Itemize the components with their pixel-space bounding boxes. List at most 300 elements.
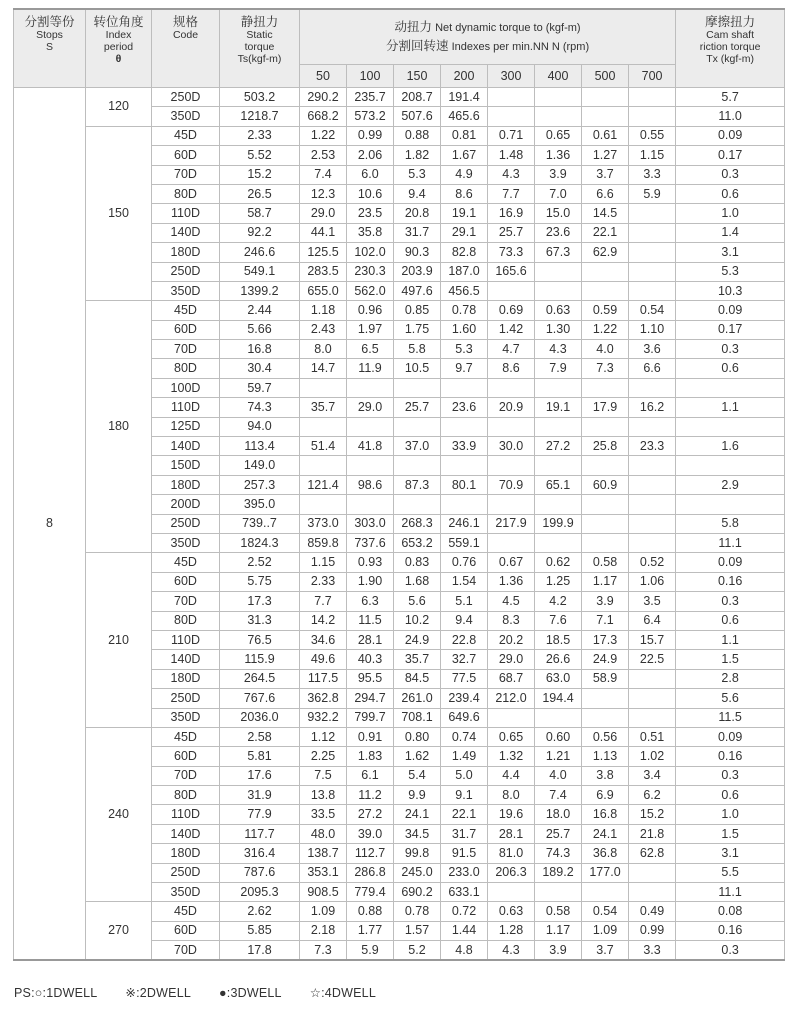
static-torque-cell: 2.33 xyxy=(220,126,300,145)
dynamic-torque-cell: 6.6 xyxy=(582,184,629,203)
dynamic-torque-cell: 27.2 xyxy=(347,805,394,824)
dynamic-torque-cell: 6.6 xyxy=(629,359,676,378)
dynamic-torque-cell: 230.3 xyxy=(347,262,394,281)
dynamic-torque-cell: 3.9 xyxy=(535,941,582,961)
dynamic-torque-cell: 9.7 xyxy=(441,359,488,378)
dynamic-torque-cell xyxy=(347,456,394,475)
dynamic-torque-cell: 690.2 xyxy=(394,883,441,902)
dynamic-torque-cell: 4.0 xyxy=(535,766,582,785)
torque-spec-sheet xyxy=(13,8,784,961)
table-row xyxy=(14,553,785,572)
dynamic-torque-cell: 1.25 xyxy=(535,572,582,591)
dynamic-torque-cell: 11.2 xyxy=(347,786,394,805)
friction-torque-cell: 1.0 xyxy=(676,204,785,223)
table-row xyxy=(14,902,785,921)
dynamic-torque-cell: 0.52 xyxy=(629,553,676,572)
dynamic-torque-cell xyxy=(535,708,582,727)
static-torque-cell: 77.9 xyxy=(220,805,300,824)
table-row xyxy=(14,126,785,145)
dynamic-torque-cell xyxy=(347,495,394,514)
dynamic-torque-cell: 95.5 xyxy=(347,669,394,688)
dynamic-torque-cell xyxy=(300,378,347,397)
dynamic-torque-cell: 14.2 xyxy=(300,611,347,630)
dynamic-torque-cell: 1.13 xyxy=(582,747,629,766)
dynamic-torque-cell: 0.59 xyxy=(582,301,629,320)
dynamic-torque-cell: 6.9 xyxy=(582,786,629,805)
dynamic-torque-cell: 1.15 xyxy=(300,553,347,572)
dynamic-torque-cell: 908.5 xyxy=(300,883,347,902)
code-cell: 70D xyxy=(152,766,220,785)
dynamic-torque-cell: 3.4 xyxy=(629,766,676,785)
index-angle-cell: 240 xyxy=(86,727,152,902)
dynamic-torque-cell: 16.2 xyxy=(629,398,676,417)
dynamic-torque-cell: 16.8 xyxy=(582,805,629,824)
friction-torque-cell: 0.3 xyxy=(676,592,785,611)
code-cell: 60D xyxy=(152,146,220,165)
dynamic-torque-cell: 35.7 xyxy=(300,398,347,417)
dwell-legend-item xyxy=(310,986,376,1000)
dynamic-torque-cell: 29.0 xyxy=(347,398,394,417)
dynamic-torque-cell xyxy=(535,107,582,126)
dynamic-torque-cell: 2.25 xyxy=(300,747,347,766)
dynamic-torque-cell: 58.9 xyxy=(582,669,629,688)
friction-torque-cell: 1.5 xyxy=(676,650,785,669)
code-cell: 140D xyxy=(152,437,220,456)
angle-header: 转位角度 Index period θ xyxy=(86,9,152,88)
dynamic-torque-cell: 8.0 xyxy=(300,340,347,359)
dynamic-torque-cell: 290.2 xyxy=(300,88,347,107)
dynamic-torque-cell: 1.15 xyxy=(629,146,676,165)
dynamic-torque-cell: 24.9 xyxy=(582,650,629,669)
dynamic-torque-cell xyxy=(441,417,488,436)
dynamic-torque-cell xyxy=(629,514,676,533)
static-torque-cell: 739..7 xyxy=(220,514,300,533)
static-torque-cell: 264.5 xyxy=(220,669,300,688)
static-torque-cell: 246.6 xyxy=(220,243,300,262)
code-cell: 110D xyxy=(152,204,220,223)
dynamic-torque-cell xyxy=(629,533,676,552)
dynamic-torque-cell xyxy=(582,378,629,397)
dynamic-torque-cell xyxy=(535,378,582,397)
dynamic-torque-cell: 138.7 xyxy=(300,844,347,863)
dynamic-torque-cell: 1.48 xyxy=(488,146,535,165)
dynamic-torque-cell: 10.2 xyxy=(394,611,441,630)
dynamic-torque-cell: 653.2 xyxy=(394,533,441,552)
dynamic-torque-cell: 14.7 xyxy=(300,359,347,378)
dynamic-torque-cell: 465.6 xyxy=(441,107,488,126)
code-cell: 200D xyxy=(152,495,220,514)
static-torque-cell: 2036.0 xyxy=(220,708,300,727)
code-cell: 180D xyxy=(152,243,220,262)
dynamic-torque-cell: 1.67 xyxy=(441,146,488,165)
dynamic-torque-cell xyxy=(582,533,629,552)
dynamic-torque-cell: 3.7 xyxy=(582,941,629,961)
friction-torque-cell: 0.09 xyxy=(676,126,785,145)
code-cell: 80D xyxy=(152,786,220,805)
code-cell: 250D xyxy=(152,262,220,281)
dynamic-torque-cell xyxy=(394,378,441,397)
rpm-header-cell: 200 xyxy=(441,65,488,88)
dynamic-torque-cell: 11.9 xyxy=(347,359,394,378)
friction-torque-cell: 0.17 xyxy=(676,146,785,165)
dynamic-torque-cell xyxy=(441,378,488,397)
dynamic-torque-cell: 22.8 xyxy=(441,630,488,649)
static-torque-cell: 17.6 xyxy=(220,766,300,785)
friction-torque-cell xyxy=(676,417,785,436)
dynamic-torque-cell: 33.5 xyxy=(300,805,347,824)
dynamic-torque-cell xyxy=(629,88,676,107)
static-torque-cell: 316.4 xyxy=(220,844,300,863)
dynamic-torque-cell: 3.9 xyxy=(535,165,582,184)
dynamic-torque-cell xyxy=(582,514,629,533)
dynamic-torque-cell: 9.9 xyxy=(394,786,441,805)
dynamic-torque-cell: 44.1 xyxy=(300,223,347,242)
dynamic-torque-cell: 0.58 xyxy=(535,902,582,921)
dynamic-torque-cell: 2.33 xyxy=(300,572,347,591)
rpm-header-cell: 700 xyxy=(629,65,676,88)
dynamic-torque-cell: 177.0 xyxy=(582,863,629,882)
dynamic-torque-cell xyxy=(488,883,535,902)
dynamic-torque-cell: 9.4 xyxy=(394,184,441,203)
friction-torque-cell: 11.1 xyxy=(676,533,785,552)
friction-torque-cell: 5.8 xyxy=(676,514,785,533)
static-torque-cell: 503.2 xyxy=(220,88,300,107)
dynamic-torque-cell: 24.1 xyxy=(394,805,441,824)
dynamic-torque-cell: 7.9 xyxy=(535,359,582,378)
index-angle-cell: 210 xyxy=(86,553,152,728)
dynamic-torque-cell: 30.0 xyxy=(488,437,535,456)
dwell-legend xyxy=(14,985,404,1000)
dynamic-torque-cell xyxy=(535,456,582,475)
dynamic-torque-cell: 286.8 xyxy=(347,863,394,882)
dynamic-torque-cell: 373.0 xyxy=(300,514,347,533)
dynamic-torque-cell: 22.5 xyxy=(629,650,676,669)
dynamic-torque-cell: 102.0 xyxy=(347,243,394,262)
dynamic-torque-cell: 23.6 xyxy=(535,223,582,242)
dynamic-torque-cell xyxy=(629,378,676,397)
static-torque-cell: 767.6 xyxy=(220,689,300,708)
dynamic-torque-cell: 63.0 xyxy=(535,669,582,688)
dynamic-torque-cell: 4.3 xyxy=(488,165,535,184)
dynamic-torque-cell: 362.8 xyxy=(300,689,347,708)
static-torque-cell: 149.0 xyxy=(220,456,300,475)
dynamic-torque-cell: 0.60 xyxy=(535,727,582,746)
dynamic-torque-cell: 9.4 xyxy=(441,611,488,630)
static-torque-cell: 17.3 xyxy=(220,592,300,611)
friction-torque-cell: 11.0 xyxy=(676,107,785,126)
dynamic-torque-cell: 6.4 xyxy=(629,611,676,630)
code-cell: 70D xyxy=(152,340,220,359)
dynamic-torque-cell: 62.8 xyxy=(629,844,676,863)
rpm-header-cell: 150 xyxy=(394,65,441,88)
dynamic-torque-cell: 1.22 xyxy=(300,126,347,145)
dynamic-torque-cell xyxy=(300,456,347,475)
dynamic-torque-cell: 268.3 xyxy=(394,514,441,533)
dynamic-torque-cell xyxy=(394,417,441,436)
dynamic-torque-cell: 15.0 xyxy=(535,204,582,223)
dynamic-torque-cell: 20.2 xyxy=(488,630,535,649)
static-torque-cell: 787.6 xyxy=(220,863,300,882)
friction-torque-cell: 0.6 xyxy=(676,184,785,203)
code-cell: 350D xyxy=(152,281,220,300)
dynamic-torque-cell: 15.2 xyxy=(629,805,676,824)
dynamic-torque-cell: 235.7 xyxy=(347,88,394,107)
dynamic-torque-cell: 1.83 xyxy=(347,747,394,766)
dynamic-torque-cell: 23.3 xyxy=(629,437,676,456)
dynamic-torque-cell: 5.2 xyxy=(394,941,441,961)
dynamic-torque-cell: 779.4 xyxy=(347,883,394,902)
dynamic-torque-cell xyxy=(629,107,676,126)
dynamic-torque-cell: 199.9 xyxy=(535,514,582,533)
torque-table-body xyxy=(14,88,785,961)
static-torque-cell: 113.4 xyxy=(220,437,300,456)
dwell-symbol-icon: ○ xyxy=(34,986,43,1000)
dynamic-torque-cell: 90.3 xyxy=(394,243,441,262)
dynamic-torque-cell: 36.8 xyxy=(582,844,629,863)
friction-torque-cell: 1.6 xyxy=(676,437,785,456)
dwell-symbol-icon: ☆ xyxy=(309,986,322,1000)
code-cell: 180D xyxy=(152,669,220,688)
dynamic-torque-cell: 28.1 xyxy=(347,630,394,649)
dynamic-torque-cell xyxy=(629,281,676,300)
dynamic-torque-cell: 14.5 xyxy=(582,204,629,223)
dynamic-torque-cell xyxy=(347,417,394,436)
static-torque-cell: 58.7 xyxy=(220,204,300,223)
dynamic-torque-cell: 5.6 xyxy=(394,592,441,611)
dynamic-torque-cell: 6.1 xyxy=(347,766,394,785)
static-torque-cell: 1399.2 xyxy=(220,281,300,300)
dynamic-torque-cell xyxy=(582,495,629,514)
friction-torque-cell: 0.3 xyxy=(676,340,785,359)
index-angle-cell: 120 xyxy=(86,88,152,127)
dynamic-torque-cell xyxy=(488,107,535,126)
dynamic-torque-cell: 5.0 xyxy=(441,766,488,785)
dynamic-torque-cell: 245.0 xyxy=(394,863,441,882)
dynamic-torque-cell: 0.63 xyxy=(535,301,582,320)
dynamic-torque-cell: 1.21 xyxy=(535,747,582,766)
dynamic-torque-cell xyxy=(629,708,676,727)
dynamic-torque-cell: 239.4 xyxy=(441,689,488,708)
dynamic-torque-cell: 799.7 xyxy=(347,708,394,727)
dynamic-torque-cell xyxy=(629,243,676,262)
dynamic-torque-cell: 5.9 xyxy=(629,184,676,203)
dynamic-torque-cell: 35.7 xyxy=(394,650,441,669)
dynamic-torque-cell: 165.6 xyxy=(488,262,535,281)
code-cell: 350D xyxy=(152,883,220,902)
dynamic-torque-cell: 7.3 xyxy=(582,359,629,378)
dynamic-torque-cell xyxy=(629,456,676,475)
friction-torque-cell: 2.8 xyxy=(676,669,785,688)
dynamic-torque-cell: 0.99 xyxy=(347,126,394,145)
dynamic-torque-cell xyxy=(535,281,582,300)
dynamic-torque-header: 动扭力 Net dynamic torque to (kgf-m) 分割回转速 Indexes per min.NN N (rpm) xyxy=(300,9,676,65)
dynamic-torque-cell: 1.75 xyxy=(394,320,441,339)
dynamic-torque-cell: 0.51 xyxy=(629,727,676,746)
static-torque-cell: 2.52 xyxy=(220,553,300,572)
dynamic-torque-cell: 0.99 xyxy=(629,921,676,940)
dynamic-torque-cell: 633.1 xyxy=(441,883,488,902)
dynamic-torque-cell: 39.0 xyxy=(347,824,394,843)
code-cell: 350D xyxy=(152,708,220,727)
dynamic-torque-cell: 1.36 xyxy=(535,146,582,165)
code-cell: 110D xyxy=(152,630,220,649)
rpm-header-cell: 400 xyxy=(535,65,582,88)
dynamic-torque-cell: 0.83 xyxy=(394,553,441,572)
dynamic-torque-cell: 8.6 xyxy=(441,184,488,203)
dynamic-torque-cell: 73.3 xyxy=(488,243,535,262)
dynamic-torque-cell: 0.80 xyxy=(394,727,441,746)
dynamic-torque-cell xyxy=(535,883,582,902)
dynamic-torque-cell xyxy=(488,378,535,397)
friction-torque-cell: 0.16 xyxy=(676,572,785,591)
dynamic-torque-cell: 40.3 xyxy=(347,650,394,669)
dynamic-torque-cell: 0.88 xyxy=(394,126,441,145)
dynamic-torque-cell: 2.43 xyxy=(300,320,347,339)
dynamic-torque-cell: 27.2 xyxy=(535,437,582,456)
ps-label: PS: xyxy=(14,986,35,1000)
static-torque-cell: 59.7 xyxy=(220,378,300,397)
dynamic-torque-cell: 7.4 xyxy=(300,165,347,184)
dynamic-torque-cell: 6.2 xyxy=(629,786,676,805)
dynamic-torque-cell: 65.1 xyxy=(535,475,582,494)
dynamic-torque-cell: 29.1 xyxy=(441,223,488,242)
dynamic-torque-cell xyxy=(582,456,629,475)
code-cell: 110D xyxy=(152,805,220,824)
dynamic-torque-cell xyxy=(488,708,535,727)
dynamic-torque-cell: 233.0 xyxy=(441,863,488,882)
friction-torque-cell: 0.3 xyxy=(676,941,785,961)
code-cell: 140D xyxy=(152,650,220,669)
dynamic-torque-cell: 3.5 xyxy=(629,592,676,611)
dynamic-torque-cell: 4.8 xyxy=(441,941,488,961)
dynamic-torque-cell: 0.61 xyxy=(582,126,629,145)
dynamic-torque-cell: 35.8 xyxy=(347,223,394,242)
dynamic-torque-cell xyxy=(629,223,676,242)
dynamic-torque-cell: 1.62 xyxy=(394,747,441,766)
dynamic-torque-cell xyxy=(300,495,347,514)
table-row xyxy=(14,88,785,107)
dynamic-torque-cell: 212.0 xyxy=(488,689,535,708)
dynamic-torque-cell: 62.9 xyxy=(582,243,629,262)
friction-torque-cell xyxy=(676,456,785,475)
dynamic-torque-cell: 0.69 xyxy=(488,301,535,320)
dynamic-torque-cell: 31.7 xyxy=(394,223,441,242)
friction-torque-cell: 0.09 xyxy=(676,727,785,746)
dynamic-torque-cell: 1.09 xyxy=(582,921,629,940)
dynamic-torque-cell: 19.6 xyxy=(488,805,535,824)
dynamic-torque-cell: 25.7 xyxy=(488,223,535,242)
dynamic-torque-cell: 1.57 xyxy=(394,921,441,940)
dynamic-torque-cell: 81.0 xyxy=(488,844,535,863)
dynamic-torque-cell: 1.77 xyxy=(347,921,394,940)
rpm-header-cell: 50 xyxy=(300,65,347,88)
dynamic-torque-cell: 6.5 xyxy=(347,340,394,359)
dynamic-torque-cell xyxy=(629,863,676,882)
static-torque-cell: 2.44 xyxy=(220,301,300,320)
dynamic-torque-cell: 191.4 xyxy=(441,88,488,107)
dynamic-torque-cell: 7.6 xyxy=(535,611,582,630)
dynamic-torque-cell: 26.6 xyxy=(535,650,582,669)
dynamic-torque-cell: 0.96 xyxy=(347,301,394,320)
static-torque-cell: 94.0 xyxy=(220,417,300,436)
code-cell: 250D xyxy=(152,88,220,107)
dwell-label: :4DWELL xyxy=(321,986,376,1000)
dynamic-torque-cell: 0.65 xyxy=(535,126,582,145)
dynamic-torque-cell: 24.9 xyxy=(394,630,441,649)
dynamic-torque-cell: 5.3 xyxy=(394,165,441,184)
dynamic-torque-cell: 0.56 xyxy=(582,727,629,746)
dynamic-torque-cell: 0.49 xyxy=(629,902,676,921)
dynamic-torque-cell: 1.49 xyxy=(441,747,488,766)
dynamic-torque-cell: 1.68 xyxy=(394,572,441,591)
dynamic-torque-cell: 41.8 xyxy=(347,437,394,456)
dynamic-torque-cell xyxy=(488,456,535,475)
dynamic-torque-cell: 859.8 xyxy=(300,533,347,552)
dynamic-torque-cell: 0.54 xyxy=(582,902,629,921)
dynamic-torque-cell: 203.9 xyxy=(394,262,441,281)
dynamic-torque-cell: 25.7 xyxy=(394,398,441,417)
dynamic-torque-cell xyxy=(488,88,535,107)
dynamic-torque-cell: 19.1 xyxy=(441,204,488,223)
dynamic-torque-cell: 2.06 xyxy=(347,146,394,165)
dynamic-torque-cell xyxy=(488,417,535,436)
dynamic-torque-cell: 6.3 xyxy=(347,592,394,611)
static-torque-cell: 92.2 xyxy=(220,223,300,242)
dynamic-torque-cell: 80.1 xyxy=(441,475,488,494)
dynamic-torque-cell: 217.9 xyxy=(488,514,535,533)
dynamic-torque-cell: 0.71 xyxy=(488,126,535,145)
stops-header: 分割等份 Stops S xyxy=(14,9,86,88)
dynamic-torque-cell: 4.5 xyxy=(488,592,535,611)
dynamic-torque-cell: 70.9 xyxy=(488,475,535,494)
friction-torque-cell: 0.09 xyxy=(676,553,785,572)
static-torque-cell: 2095.3 xyxy=(220,883,300,902)
dynamic-torque-cell: 0.55 xyxy=(629,126,676,145)
friction-torque-cell: 5.3 xyxy=(676,262,785,281)
dynamic-torque-cell: 0.74 xyxy=(441,727,488,746)
dwell-label: :3DWELL xyxy=(226,986,282,1000)
dynamic-torque-cell: 3.3 xyxy=(629,941,676,961)
dynamic-torque-cell: 0.81 xyxy=(441,126,488,145)
dynamic-torque-cell: 20.9 xyxy=(488,398,535,417)
dynamic-torque-cell: 10.6 xyxy=(347,184,394,203)
static-torque-cell: 30.4 xyxy=(220,359,300,378)
static-torque-cell: 5.66 xyxy=(220,320,300,339)
dynamic-torque-cell xyxy=(582,417,629,436)
dynamic-torque-cell: 25.8 xyxy=(582,437,629,456)
dynamic-torque-cell xyxy=(535,262,582,281)
dwell-symbol-icon: ※ xyxy=(125,986,137,1000)
static-torque-cell: 5.75 xyxy=(220,572,300,591)
dynamic-torque-cell: 1.30 xyxy=(535,320,582,339)
dynamic-torque-cell: 87.3 xyxy=(394,475,441,494)
stops-cell: 8 xyxy=(14,88,86,961)
dynamic-torque-cell: 655.0 xyxy=(300,281,347,300)
static-torque-cell: 1824.3 xyxy=(220,533,300,552)
dynamic-torque-cell: 7.1 xyxy=(582,611,629,630)
dynamic-torque-cell: 456.5 xyxy=(441,281,488,300)
dynamic-torque-cell: 3.9 xyxy=(582,592,629,611)
dynamic-torque-cell: 1.17 xyxy=(582,572,629,591)
dynamic-torque-cell: 29.0 xyxy=(300,204,347,223)
friction-torque-cell: 5.5 xyxy=(676,863,785,882)
dynamic-torque-cell: 206.3 xyxy=(488,863,535,882)
dynamic-torque-cell: 16.9 xyxy=(488,204,535,223)
dynamic-torque-cell: 0.76 xyxy=(441,553,488,572)
friction-torque-cell: 1.1 xyxy=(676,630,785,649)
dynamic-torque-cell: 5.3 xyxy=(441,340,488,359)
dynamic-torque-cell: 121.4 xyxy=(300,475,347,494)
